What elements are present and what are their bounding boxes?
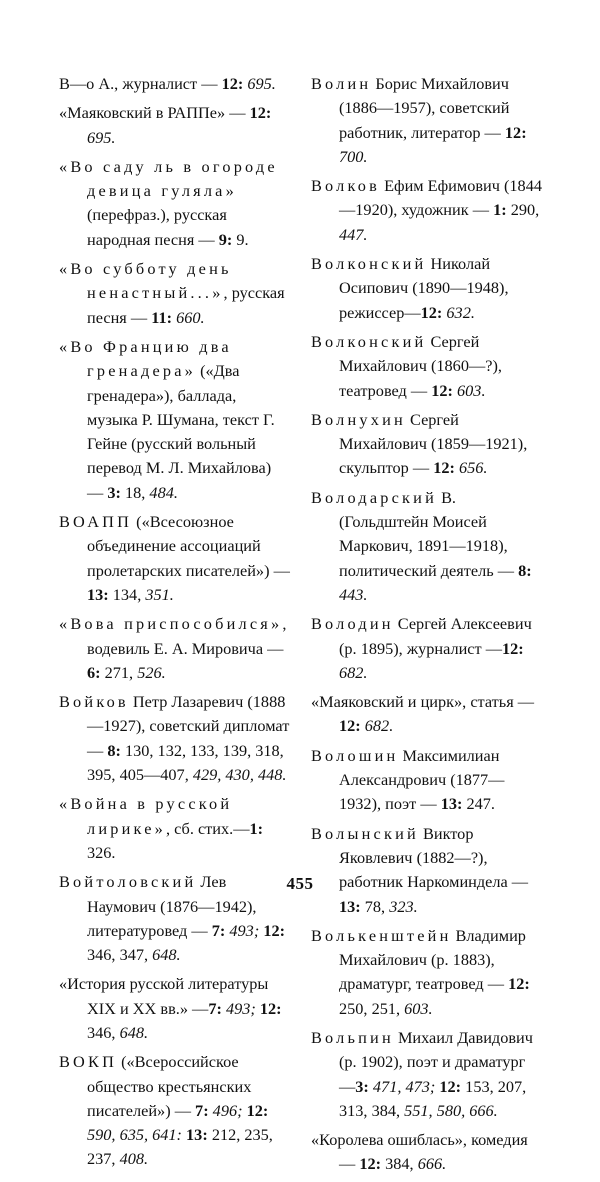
index-subentry bbox=[311, 690, 543, 739]
entry-description: («Два гренадера»), баллада, музыка Р. Шумана, текст Г. Гейне (русский вольный перевод М. Л. Михайлова) — bbox=[87, 361, 275, 502]
page-refs: 271, bbox=[100, 662, 138, 682]
page-refs-italic: 666. bbox=[417, 1154, 447, 1174]
entry-heading: Володин bbox=[311, 614, 394, 634]
page-refs-italic: 493; bbox=[221, 998, 256, 1018]
entry-description: Борис Михайлович (1886—1957), советский работник, литератор — bbox=[339, 74, 510, 142]
entry-heading: Володарский bbox=[311, 487, 437, 507]
entry-heading: Волин bbox=[311, 74, 372, 93]
index-entry bbox=[59, 510, 291, 607]
page-refs-italic: 656. bbox=[454, 458, 488, 478]
entry-heading: Волконский bbox=[311, 254, 427, 274]
page-refs-italic: 408. bbox=[119, 1149, 149, 1169]
entry-description: , сб. стих.— bbox=[165, 818, 250, 838]
volume-ref: 12: bbox=[431, 380, 453, 400]
page-refs: 695. bbox=[243, 74, 276, 93]
page-refs-italic: 429, 430, 448. bbox=[192, 765, 287, 785]
page-refs: 326. bbox=[87, 842, 116, 862]
index-entry bbox=[311, 252, 543, 325]
entry-heading: Волькенштейн bbox=[311, 925, 452, 945]
entry-heading: В—о А., bbox=[59, 74, 119, 93]
index-subentry bbox=[59, 101, 291, 150]
page-refs: 78, bbox=[360, 896, 390, 916]
entry-description: Сергей Алексеевич (р. 1895), журналист — bbox=[339, 614, 532, 658]
volume-ref: 13: bbox=[339, 896, 361, 916]
index-entry bbox=[59, 155, 291, 252]
entry-description: («Всероссийское общество крестьянских писателей») — bbox=[87, 1052, 252, 1120]
page-refs: 212, 235, 237, bbox=[87, 1125, 273, 1169]
volume-ref: 12: bbox=[221, 74, 244, 93]
index-entry bbox=[59, 792, 291, 865]
entry-heading: «Во саду ль в огороде девица гуляла» bbox=[59, 156, 278, 201]
page-refs-italic: 682. bbox=[339, 662, 368, 682]
index-entry bbox=[311, 72, 543, 169]
page-refs-italic: 603. bbox=[404, 998, 433, 1018]
entry-heading: Войков bbox=[59, 692, 129, 712]
entry-heading: «Во Францию два гренадера» bbox=[59, 336, 232, 381]
volume-ref: 3: bbox=[107, 482, 121, 502]
entry-description: Виктор Яковлевич (1882—?), работник Наркоминдела — bbox=[339, 823, 529, 892]
index-entry bbox=[59, 72, 291, 96]
page-refs-italic: 648. bbox=[119, 1022, 149, 1042]
page-refs-italic: 471, 473; bbox=[368, 1076, 436, 1096]
page-refs: 346, 347, bbox=[87, 945, 153, 965]
page-refs: 18, bbox=[120, 482, 150, 502]
page-refs: 130, 132, 133, 139, 318, 395, 405—407, bbox=[87, 740, 284, 785]
volume-ref: 7: bbox=[208, 998, 222, 1018]
index-entry bbox=[311, 924, 543, 1021]
page-refs-italic: 447. bbox=[339, 224, 368, 244]
volume-ref: 7: bbox=[195, 1100, 209, 1120]
index-entry bbox=[311, 822, 543, 919]
page-number: 455 bbox=[286, 874, 314, 893]
volume-ref: 12: bbox=[242, 1100, 269, 1120]
subentry-title: «Королева ошиблась», комедия — bbox=[311, 1130, 528, 1174]
volume-ref: 13: bbox=[87, 584, 109, 604]
entry-description: журналист — bbox=[118, 74, 222, 93]
entry-heading: «Война в русской лирике» bbox=[59, 794, 233, 838]
entry-heading: Войтоловский bbox=[59, 872, 197, 892]
page-refs: 250, 251, bbox=[339, 998, 405, 1018]
volume-ref: 13: bbox=[181, 1125, 208, 1145]
page-refs-italic: 526. bbox=[137, 662, 166, 682]
volume-ref: 9: bbox=[218, 229, 233, 249]
volume-ref: 1: bbox=[249, 818, 264, 838]
index-column-right bbox=[311, 72, 543, 1182]
page-refs: 153, 207, 313, 384, bbox=[339, 1076, 527, 1120]
page-refs-italic: 496; bbox=[208, 1100, 243, 1120]
volume-ref: 1: bbox=[493, 200, 507, 220]
page-refs-italic: 551, 580, 666. bbox=[404, 1100, 498, 1120]
page-refs: 660. bbox=[172, 307, 205, 327]
index-entry bbox=[311, 1026, 543, 1123]
entry-heading: Вольпин bbox=[311, 1027, 394, 1047]
index-entry bbox=[311, 408, 543, 481]
page-refs-italic: 700. bbox=[339, 146, 368, 166]
index-entry bbox=[311, 486, 543, 607]
volume-ref: 12: bbox=[504, 122, 527, 142]
subentry-title: «История русской литературы XIX и XX вв.» — bbox=[59, 974, 269, 1018]
page-refs-italic: 648. bbox=[152, 945, 181, 965]
volume-ref: 12: bbox=[501, 638, 524, 658]
entry-heading: Волнухин bbox=[311, 409, 406, 429]
index-entry bbox=[59, 690, 291, 787]
index-subentry bbox=[311, 1128, 543, 1177]
volume-ref: 12: bbox=[259, 920, 286, 940]
entry-description: Петр Лазаревич (1888—1927), советский дипломат — bbox=[87, 692, 290, 760]
entry-description: Сергей Михайлович (1860—?), театровед — bbox=[339, 331, 502, 400]
entry-heading: Волошин bbox=[311, 745, 399, 765]
entry-description: Владимир Михайлович (р. 1883), драматург, театровед — bbox=[339, 925, 526, 994]
page-refs: 384, bbox=[381, 1154, 418, 1174]
page-refs-italic: 590, 635, 641: bbox=[87, 1125, 182, 1145]
subentry-title: «Маяковский в РАППе» — bbox=[59, 103, 250, 123]
entry-description: («Всесоюзное объединение ассоциаций пролетарских писателей») — bbox=[87, 512, 290, 580]
entry-description: , русская песня — bbox=[87, 283, 285, 327]
index-entry bbox=[311, 612, 543, 685]
entry-description: , водевиль Е. А. Мировича — bbox=[87, 614, 287, 658]
volume-ref: 8: bbox=[518, 560, 532, 580]
index-entry bbox=[311, 330, 543, 403]
page-refs-italic: 484. bbox=[149, 482, 178, 502]
entry-description: (перефраз.), русская народная песня — bbox=[87, 205, 227, 249]
index-subentry bbox=[59, 972, 291, 1045]
entry-description: Сергей Михайлович (1859—1921), скульптор — bbox=[339, 409, 528, 478]
page-refs-italic: 351. bbox=[145, 584, 174, 604]
page-refs: 695. bbox=[87, 127, 116, 147]
entry-description: Лев Наумович (1876—1942), литературовед — bbox=[87, 872, 257, 940]
index-entry bbox=[59, 1050, 291, 1171]
entry-description: Михаил Давидович (р. 1902), поэт и драматург — bbox=[339, 1027, 533, 1096]
entry-heading: Волков bbox=[311, 176, 381, 196]
volume-ref: 3: bbox=[355, 1076, 369, 1096]
index-column-left bbox=[59, 72, 291, 1177]
page-refs-italic: 632. bbox=[442, 302, 475, 322]
volume-ref: 11: bbox=[151, 307, 173, 327]
index-entry bbox=[59, 257, 291, 330]
page-refs: 9. bbox=[232, 229, 249, 249]
page-refs-italic: 443. bbox=[339, 584, 368, 604]
index-entry bbox=[59, 612, 291, 685]
volume-ref: 8: bbox=[107, 740, 121, 760]
volume-ref: 12: bbox=[339, 716, 361, 736]
entry-description: В. (Гольдштейн Моисей Маркович, 1891—1918), политический деятель — bbox=[339, 487, 519, 580]
index-entry bbox=[311, 174, 543, 247]
entry-description: Николай Осипович (1890—1948), режиссер— bbox=[339, 254, 509, 322]
volume-ref: 13: bbox=[440, 794, 463, 814]
volume-ref: 12: bbox=[359, 1154, 382, 1174]
entry-description: Максимилиан Александрович (1877—1932), поэт — bbox=[339, 745, 505, 814]
page-refs: 346, bbox=[87, 1022, 120, 1042]
page-refs-italic: 682. bbox=[360, 716, 394, 736]
volume-ref: 12: bbox=[249, 103, 272, 123]
page-refs: 247. bbox=[462, 794, 495, 814]
volume-ref: 12: bbox=[433, 458, 455, 478]
page-refs: 290, bbox=[506, 200, 540, 220]
entry-heading: «Вова приспособился» bbox=[59, 614, 283, 634]
index-entry bbox=[59, 335, 291, 505]
page-refs-italic: 493; bbox=[225, 920, 260, 940]
subentry-title: «Маяковский и цирк», статья — bbox=[311, 692, 535, 712]
entry-description: Ефим Ефимович (1844—1920), художник — bbox=[339, 176, 542, 220]
volume-ref: 12: bbox=[420, 302, 443, 322]
entry-heading: «Во субботу день ненастный...» bbox=[59, 259, 232, 303]
volume-ref: 12: bbox=[435, 1076, 462, 1096]
volume-ref: 12: bbox=[255, 998, 282, 1018]
index-entry bbox=[311, 744, 543, 817]
page-refs: 134, bbox=[108, 584, 146, 604]
entry-heading: Волынский bbox=[311, 823, 419, 843]
volume-ref: 7: bbox=[211, 920, 226, 940]
entry-heading: Волконский bbox=[311, 331, 427, 351]
entry-heading: ВОАПП bbox=[59, 512, 133, 532]
page-refs-italic: 323. bbox=[389, 896, 418, 916]
page-refs-italic: 603. bbox=[452, 380, 486, 400]
entry-heading: ВОКП bbox=[59, 1052, 118, 1072]
volume-ref: 12: bbox=[508, 974, 530, 994]
volume-ref: 6: bbox=[87, 662, 101, 682]
